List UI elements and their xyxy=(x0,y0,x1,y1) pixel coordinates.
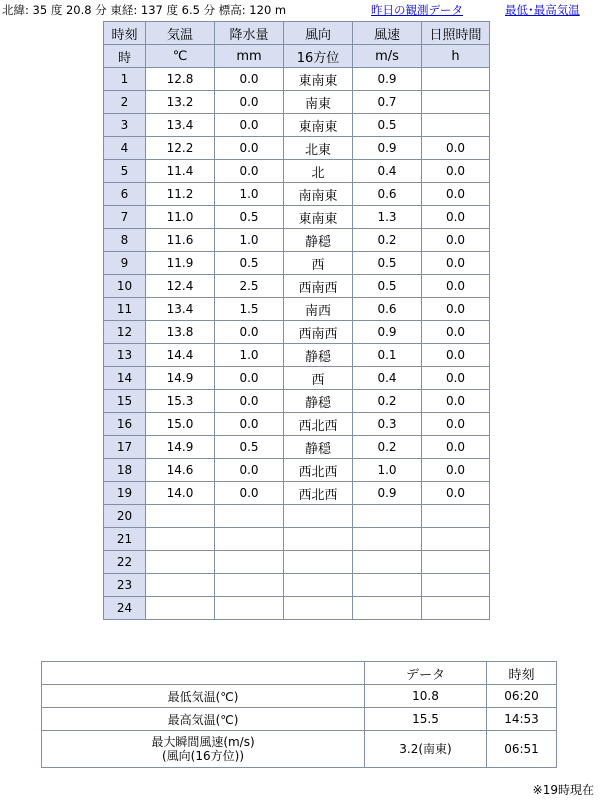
hour-cell: 8 xyxy=(104,229,146,252)
precipitation-cell: 0.0 xyxy=(215,413,284,436)
wind-direction-cell xyxy=(284,505,353,528)
wind-direction-cell: 東南東 xyxy=(284,68,353,91)
precipitation-cell: 0.5 xyxy=(215,206,284,229)
hour-cell: 7 xyxy=(104,206,146,229)
precipitation-cell: 0.0 xyxy=(215,390,284,413)
min-max-temperature-link[interactable]: 最低･最高気温 xyxy=(505,3,580,17)
hour-cell: 11 xyxy=(104,298,146,321)
unit-temperature: ℃ xyxy=(146,45,215,68)
summary-header-data: データ xyxy=(365,662,487,685)
station-info-bar xyxy=(2,0,600,20)
precipitation-cell: 0.0 xyxy=(215,367,284,390)
temperature-cell: 14.9 xyxy=(146,367,215,390)
table-row xyxy=(104,597,490,620)
temperature-cell xyxy=(146,551,215,574)
table-row xyxy=(104,551,490,574)
table-row xyxy=(104,298,490,321)
summary-label-line2: (風向(16方位)) xyxy=(162,749,244,763)
precipitation-cell: 0.0 xyxy=(215,68,284,91)
precipitation-cell: 1.5 xyxy=(215,298,284,321)
wind-speed-cell: 0.6 xyxy=(353,183,422,206)
wind-speed-cell: 1.3 xyxy=(353,206,422,229)
wind-speed-cell: 0.5 xyxy=(353,275,422,298)
wind-speed-cell xyxy=(353,551,422,574)
hour-cell: 9 xyxy=(104,252,146,275)
summary-row-max-gust xyxy=(42,731,557,768)
precipitation-cell xyxy=(215,551,284,574)
wind-direction-cell: 西 xyxy=(284,252,353,275)
col-header-temperature: 気温 xyxy=(146,22,215,45)
table-row xyxy=(104,68,490,91)
sunshine-cell xyxy=(422,91,490,114)
precipitation-cell: 0.0 xyxy=(215,321,284,344)
temperature-cell: 14.4 xyxy=(146,344,215,367)
hour-cell: 4 xyxy=(104,137,146,160)
precipitation-cell: 0.0 xyxy=(215,459,284,482)
temperature-cell: 13.4 xyxy=(146,114,215,137)
hourly-observation-table xyxy=(103,21,490,620)
temperature-cell: 12.2 xyxy=(146,137,215,160)
precipitation-cell: 2.5 xyxy=(215,275,284,298)
wind-speed-cell: 0.3 xyxy=(353,413,422,436)
summary-time: 14:53 xyxy=(487,708,557,731)
precipitation-cell: 0.5 xyxy=(215,436,284,459)
temperature-cell xyxy=(146,505,215,528)
summary-label xyxy=(42,731,365,768)
sunshine-cell: 0.0 xyxy=(422,229,490,252)
wind-speed-cell xyxy=(353,528,422,551)
temperature-cell: 11.0 xyxy=(146,206,215,229)
wind-direction-cell: 西 xyxy=(284,367,353,390)
wind-direction-cell: 南西 xyxy=(284,298,353,321)
precipitation-cell xyxy=(215,528,284,551)
temperature-cell: 14.9 xyxy=(146,436,215,459)
summary-row-min-temp xyxy=(42,685,557,708)
wind-speed-cell xyxy=(353,574,422,597)
temperature-cell: 15.3 xyxy=(146,390,215,413)
hour-cell: 1 xyxy=(104,68,146,91)
sunshine-cell: 0.0 xyxy=(422,344,490,367)
summary-time: 06:20 xyxy=(487,685,557,708)
unit-wind-direction: 16方位 xyxy=(284,45,353,68)
hour-cell: 12 xyxy=(104,321,146,344)
wind-speed-cell: 1.0 xyxy=(353,459,422,482)
wind-direction-cell: 静穏 xyxy=(284,390,353,413)
temperature-cell: 11.2 xyxy=(146,183,215,206)
wind-speed-cell: 0.4 xyxy=(353,160,422,183)
hour-cell: 19 xyxy=(104,482,146,505)
table-row xyxy=(104,367,490,390)
wind-speed-cell: 0.4 xyxy=(353,367,422,390)
summary-value: 10.8 xyxy=(365,685,487,708)
unit-precipitation: mm xyxy=(215,45,284,68)
wind-direction-cell: 西北西 xyxy=(284,482,353,505)
summary-header-time: 時刻 xyxy=(487,662,557,685)
station-location-text: 北緯: 35 度 20.8 分 東経: 137 度 6.5 分 標高: 120 m xyxy=(2,3,287,17)
precipitation-cell: 0.0 xyxy=(215,91,284,114)
precipitation-cell xyxy=(215,505,284,528)
summary-label-line1: 最大瞬間風速(m/s) xyxy=(151,735,255,749)
summary-header-label xyxy=(42,662,365,685)
table-row xyxy=(104,413,490,436)
hour-cell: 22 xyxy=(104,551,146,574)
col-header-sunshine: 日照時間 xyxy=(422,22,490,45)
wind-speed-cell: 0.5 xyxy=(353,252,422,275)
table-row xyxy=(104,183,490,206)
table-row xyxy=(104,91,490,114)
wind-speed-cell: 0.6 xyxy=(353,298,422,321)
hour-cell: 6 xyxy=(104,183,146,206)
sunshine-cell xyxy=(422,505,490,528)
wind-speed-cell: 0.9 xyxy=(353,137,422,160)
wind-speed-cell: 0.9 xyxy=(353,68,422,91)
precipitation-cell xyxy=(215,597,284,620)
table-row xyxy=(104,528,490,551)
summary-row-max-temp xyxy=(42,708,557,731)
temperature-cell xyxy=(146,574,215,597)
precipitation-cell: 0.0 xyxy=(215,114,284,137)
sunshine-cell xyxy=(422,551,490,574)
hour-cell: 3 xyxy=(104,114,146,137)
hour-cell: 10 xyxy=(104,275,146,298)
table-row xyxy=(104,436,490,459)
summary-value: 15.5 xyxy=(365,708,487,731)
table-row xyxy=(104,206,490,229)
unit-sunshine: h xyxy=(422,45,490,68)
temperature-cell: 14.0 xyxy=(146,482,215,505)
wind-direction-cell: 南南東 xyxy=(284,183,353,206)
precipitation-cell: 0.0 xyxy=(215,482,284,505)
hour-cell: 2 xyxy=(104,91,146,114)
precipitation-cell: 1.0 xyxy=(215,183,284,206)
wind-direction-cell: 東南東 xyxy=(284,114,353,137)
temperature-cell: 13.2 xyxy=(146,91,215,114)
table-row xyxy=(104,275,490,298)
sunshine-cell: 0.0 xyxy=(422,275,490,298)
summary-label: 最低気温(℃) xyxy=(42,685,365,708)
sunshine-cell xyxy=(422,597,490,620)
wind-speed-cell: 0.2 xyxy=(353,436,422,459)
wind-speed-cell: 0.5 xyxy=(353,114,422,137)
wind-speed-cell: 0.9 xyxy=(353,482,422,505)
sunshine-cell xyxy=(422,68,490,91)
hour-cell: 20 xyxy=(104,505,146,528)
col-header-wind-direction: 風向 xyxy=(284,22,353,45)
sunshine-cell: 0.0 xyxy=(422,413,490,436)
table-row xyxy=(104,344,490,367)
yesterday-data-link[interactable]: 昨日の観測データ xyxy=(371,3,463,17)
summary-value: 3.2(南東) xyxy=(365,731,487,768)
hourly-header-row xyxy=(104,22,490,45)
sunshine-cell xyxy=(422,574,490,597)
temperature-cell xyxy=(146,597,215,620)
precipitation-cell: 1.0 xyxy=(215,229,284,252)
hourly-unit-row xyxy=(104,45,490,68)
daily-summary-table xyxy=(41,661,557,768)
sunshine-cell: 0.0 xyxy=(422,321,490,344)
sunshine-cell xyxy=(422,114,490,137)
temperature-cell: 12.8 xyxy=(146,68,215,91)
sunshine-cell: 0.0 xyxy=(422,482,490,505)
wind-speed-cell: 0.7 xyxy=(353,91,422,114)
sunshine-cell: 0.0 xyxy=(422,298,490,321)
temperature-cell: 11.6 xyxy=(146,229,215,252)
hour-cell: 23 xyxy=(104,574,146,597)
table-row xyxy=(104,137,490,160)
hour-cell: 5 xyxy=(104,160,146,183)
table-row xyxy=(104,252,490,275)
precipitation-cell: 0.5 xyxy=(215,252,284,275)
unit-hour: 時 xyxy=(104,45,146,68)
sunshine-cell: 0.0 xyxy=(422,183,490,206)
precipitation-cell: 0.0 xyxy=(215,137,284,160)
wind-speed-cell: 0.2 xyxy=(353,229,422,252)
wind-direction-cell: 静穏 xyxy=(284,436,353,459)
temperature-cell xyxy=(146,528,215,551)
table-row xyxy=(104,160,490,183)
hour-cell: 15 xyxy=(104,390,146,413)
temperature-cell: 15.0 xyxy=(146,413,215,436)
precipitation-cell: 1.0 xyxy=(215,344,284,367)
hour-cell: 21 xyxy=(104,528,146,551)
temperature-cell: 12.4 xyxy=(146,275,215,298)
wind-direction-cell: 北東 xyxy=(284,137,353,160)
unit-wind-speed: m/s xyxy=(353,45,422,68)
sunshine-cell: 0.0 xyxy=(422,459,490,482)
wind-direction-cell xyxy=(284,551,353,574)
summary-label: 最高気温(℃) xyxy=(42,708,365,731)
wind-direction-cell: 西南西 xyxy=(284,321,353,344)
col-header-hour: 時刻 xyxy=(104,22,146,45)
sunshine-cell xyxy=(422,528,490,551)
wind-speed-cell xyxy=(353,597,422,620)
wind-direction-cell: 東南東 xyxy=(284,206,353,229)
wind-direction-cell: 西北西 xyxy=(284,459,353,482)
hour-cell: 18 xyxy=(104,459,146,482)
temperature-cell: 14.6 xyxy=(146,459,215,482)
temperature-cell: 13.8 xyxy=(146,321,215,344)
table-row xyxy=(104,390,490,413)
hour-cell: 16 xyxy=(104,413,146,436)
wind-direction-cell: 静穏 xyxy=(284,229,353,252)
wind-direction-cell: 北 xyxy=(284,160,353,183)
hour-cell: 17 xyxy=(104,436,146,459)
table-row xyxy=(104,574,490,597)
wind-direction-cell: 静穏 xyxy=(284,344,353,367)
sunshine-cell: 0.0 xyxy=(422,436,490,459)
update-time-note: ※19時現在 xyxy=(532,783,594,797)
temperature-cell: 13.4 xyxy=(146,298,215,321)
table-row xyxy=(104,459,490,482)
sunshine-cell: 0.0 xyxy=(422,206,490,229)
sunshine-cell: 0.0 xyxy=(422,252,490,275)
table-row xyxy=(104,229,490,252)
table-row xyxy=(104,321,490,344)
wind-direction-cell: 南東 xyxy=(284,91,353,114)
sunshine-cell: 0.0 xyxy=(422,160,490,183)
summary-header-row xyxy=(42,662,557,685)
wind-speed-cell xyxy=(353,505,422,528)
wind-direction-cell: 西北西 xyxy=(284,413,353,436)
wind-direction-cell xyxy=(284,574,353,597)
wind-speed-cell: 0.2 xyxy=(353,390,422,413)
precipitation-cell: 0.0 xyxy=(215,160,284,183)
sunshine-cell: 0.0 xyxy=(422,390,490,413)
table-row xyxy=(104,114,490,137)
wind-speed-cell: 0.9 xyxy=(353,321,422,344)
temperature-cell: 11.4 xyxy=(146,160,215,183)
col-header-wind-speed: 風速 xyxy=(353,22,422,45)
temperature-cell: 11.9 xyxy=(146,252,215,275)
wind-direction-cell xyxy=(284,597,353,620)
wind-direction-cell xyxy=(284,528,353,551)
wind-speed-cell: 0.1 xyxy=(353,344,422,367)
hourly-table-body xyxy=(104,68,490,620)
table-row xyxy=(104,505,490,528)
col-header-precipitation: 降水量 xyxy=(215,22,284,45)
precipitation-cell xyxy=(215,574,284,597)
wind-direction-cell: 西南西 xyxy=(284,275,353,298)
hour-cell: 14 xyxy=(104,367,146,390)
hour-cell: 24 xyxy=(104,597,146,620)
sunshine-cell: 0.0 xyxy=(422,367,490,390)
summary-time: 06:51 xyxy=(487,731,557,768)
table-row xyxy=(104,482,490,505)
sunshine-cell: 0.0 xyxy=(422,137,490,160)
hour-cell: 13 xyxy=(104,344,146,367)
